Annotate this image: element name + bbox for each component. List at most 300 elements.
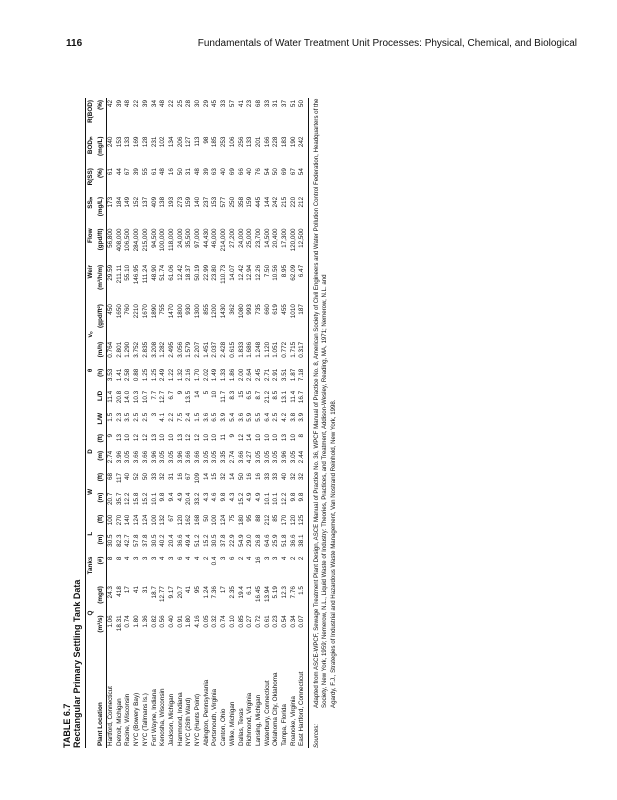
table-cell: 2.91 [272, 368, 280, 382]
table-cell: 185 [211, 136, 219, 148]
table-cell: 2.495 [167, 341, 175, 358]
table-cell: 3.752 [133, 341, 141, 358]
table-cell: 100 [211, 514, 219, 526]
table-cell: 1.686 [246, 341, 254, 358]
table-cell: 4 [185, 556, 193, 561]
table-cell: 2.64 [246, 368, 254, 382]
table-cell: 52 [133, 472, 141, 480]
table-cell: 4.16 [194, 615, 202, 628]
table-cell: 5.4 [228, 412, 236, 422]
table-cell: 10 [263, 434, 271, 442]
table-cell: 39 [202, 168, 210, 176]
table-cell: 12.2 [281, 492, 289, 505]
table-cell: 2.5 [141, 412, 149, 422]
table-cell: 190 [289, 136, 297, 148]
table-cell: 2.835 [141, 341, 149, 358]
table-cell: 26.8 [254, 534, 262, 547]
table-cell: 61 [150, 168, 158, 176]
table-cell: 30 [194, 100, 202, 108]
table-cell: 29 [202, 100, 210, 108]
table-cell: 67 [167, 514, 175, 522]
table-cell: 67 [185, 472, 193, 480]
header-ss-in: SSᵢₙ [86, 195, 97, 227]
table-cell: 3.96 [176, 450, 184, 464]
table-cell: 3.05 [202, 450, 210, 464]
table-cell: 7.5 [176, 412, 184, 422]
table-cell: 5.9 [246, 412, 254, 422]
table-cell: 3 [220, 556, 228, 561]
table-cell: 2.49 [159, 368, 167, 382]
table-cell: 1.282 [159, 341, 167, 358]
table-cell: 1.120 [263, 341, 271, 358]
table-cell: 7.7 [150, 390, 158, 400]
table-cell: 54.9 [237, 534, 245, 547]
column-header: (h) [96, 367, 107, 389]
table-cell: 13 [150, 434, 158, 442]
table-cell: 4.2 [281, 412, 289, 422]
table-cell: 3.51 [281, 368, 289, 382]
table-cell: 162 [185, 514, 193, 526]
table-row [133, 98, 142, 748]
table-cell: 418 [115, 586, 123, 597]
table-cell: 4.27 [246, 450, 254, 464]
table-cell: 15.8 [133, 492, 141, 505]
table-cell: 1.25 [141, 368, 149, 382]
plant-location-cell: Lansing, Michigan [254, 694, 262, 746]
table-cell: 8.5 [272, 390, 280, 400]
table-cell: 2.74 [107, 450, 114, 464]
table-cell: 30.5 [107, 534, 114, 547]
table-cell: 31 [272, 100, 280, 108]
table-cell: 3.208 [150, 341, 158, 358]
table-cell: 138 [159, 196, 167, 208]
table-cell: 5 [202, 390, 210, 395]
column-header: (m³/s) [96, 613, 107, 642]
table-cell: 0.74 [124, 615, 132, 628]
table-cell: 15.2 [202, 534, 210, 547]
table-cell: 11.4 [289, 390, 297, 403]
table-cell: 5.19 [272, 586, 280, 599]
table-cell: 48 [124, 100, 132, 108]
table-cell: 41 [237, 100, 245, 108]
table-row [264, 98, 273, 748]
table-cell: 2.02 [202, 368, 210, 382]
table-cell: 237 [202, 196, 210, 208]
plant-location-cell: NYC (26th Ward) [185, 697, 193, 746]
table-cell: 12,500 [298, 226, 308, 262]
table-cell: 10 [211, 434, 219, 442]
header-r-ss: R(SS) [86, 166, 97, 195]
table-cell: 0.61 [263, 615, 271, 628]
table-cell: 16 [254, 556, 262, 564]
column-header: (%) [96, 166, 107, 195]
table-cell: 6.1 [246, 586, 254, 595]
table-cell: 51.74 [159, 264, 167, 281]
table-cell: 50.19 [194, 264, 202, 281]
table-cell: 242 [298, 135, 308, 167]
table-cell: 63 [211, 168, 219, 176]
table-cell: 1200 [211, 304, 219, 319]
table-cell: 21.2 [263, 390, 271, 404]
table-cell: 3.66 [237, 450, 245, 464]
table-cell: 118,000 [167, 228, 175, 251]
sources-line: Agardy, F.J., Strategies of Industrial and Hazardous Waste Management, Van Nostrand Reinhold, New York, 1998. [329, 399, 337, 708]
table-row [168, 98, 177, 748]
table-cell: 100 [107, 514, 114, 526]
table-cell: 132 [159, 514, 167, 526]
table-cell: 30.5 [211, 534, 219, 547]
table-cell: 46,000 [211, 228, 219, 248]
table-cell: 660 [263, 304, 271, 315]
table-cell: 32 [298, 471, 308, 491]
table-cell: 22 [133, 100, 141, 108]
header-length: L [86, 513, 97, 555]
table-cell: 10.1 [150, 492, 158, 505]
table-cell: 0.10 [228, 615, 236, 628]
plant-location-cell: Tampa, Florida [281, 704, 289, 746]
table-cell: 15.2 [141, 492, 149, 505]
table-cell: 4.9 [254, 492, 262, 502]
plant-location-cell: Kenosha, Wisconsin [159, 688, 167, 746]
table-cell: 34 [150, 100, 158, 108]
table-cell: 16 [246, 472, 254, 480]
table-cell: 20.4 [185, 492, 193, 505]
table-cell: 2 [289, 556, 297, 561]
table-cell: 50 [272, 168, 280, 176]
column-header: (mg/L) [96, 135, 107, 167]
table-cell: 50 [176, 168, 184, 176]
table-cell: 273 [176, 196, 184, 208]
table-cell: 127 [185, 136, 193, 148]
table-cell: 3.05 [263, 450, 271, 464]
table-cell: 111.24 [141, 264, 149, 284]
table-cell: 5.5 [254, 412, 262, 422]
table-cell: 36.6 [289, 534, 297, 547]
table-cell: 75 [228, 514, 236, 522]
table-row [142, 98, 151, 748]
table-cell: 1080 [237, 304, 245, 319]
table-cell: 12.77 [159, 586, 167, 602]
table-cell: 3.66 [141, 450, 149, 464]
table-row [290, 98, 299, 748]
header-r-bod: R(BOD) [86, 98, 97, 135]
table-cell: 735 [254, 304, 262, 315]
table-cell: 0.772 [281, 341, 289, 358]
table-cell: 82.3 [115, 534, 123, 547]
table-cell: 50 [141, 472, 149, 480]
table-cell: 0.317 [298, 340, 308, 367]
table-cell: 409 [150, 196, 158, 208]
table-cell: 9 [176, 390, 184, 395]
table-cell: 16 [254, 472, 262, 480]
plant-location-cell: East Hartford, Connecticut [298, 642, 308, 748]
table-cell: 14.0 [124, 390, 132, 404]
table-cell: 10 [289, 434, 297, 442]
table-cell: 12 [237, 434, 245, 442]
table-cell: 408,000 [115, 228, 123, 252]
table-cell: 94,500 [150, 228, 158, 248]
table-cell: 62.09 [289, 264, 297, 281]
table-cell: 2.801 [115, 341, 123, 358]
table-cell: 0.27 [246, 615, 254, 628]
table-cell: 16 [176, 472, 184, 480]
table-cell: 10.7 [141, 390, 149, 404]
table-cell: 128 [141, 136, 149, 148]
table-cell: 1.80 [185, 615, 193, 628]
table-cell: 2.207 [194, 341, 202, 358]
table-cell: 2.00 [237, 368, 245, 382]
table-cell: 173 [107, 196, 114, 208]
table-cell: 3 [272, 556, 280, 561]
table-cell: 1.86 [228, 368, 236, 382]
table-cell: 0.40 [167, 615, 175, 628]
table-cell: 10.1 [272, 492, 280, 505]
table-cell: 2210 [133, 304, 141, 319]
table-cell: 20,400 [272, 228, 280, 248]
column-header: (m) [96, 449, 107, 471]
table-cell: 9.17 [167, 586, 175, 599]
table-cell: 18.37 [185, 264, 193, 281]
plant-location-cell: Canton, Ohio [220, 708, 228, 746]
table-cell: 760 [124, 304, 132, 315]
table-cell: 10 [167, 434, 175, 442]
table-cell: 1.833 [237, 341, 245, 358]
table-cell: 284,000 [133, 228, 141, 252]
table-cell: 250 [228, 196, 236, 208]
table-cell: 106,500 [124, 228, 132, 252]
table-cell: 69 [228, 168, 236, 176]
table-cell: 133 [246, 136, 254, 148]
table-cell: 24,000 [237, 228, 245, 248]
settling-tank-table [85, 98, 309, 748]
table-cell: 445 [254, 196, 262, 208]
table-cell: 10 [124, 434, 132, 442]
header-vo: vₒ [86, 302, 97, 367]
table-cell: 117 [115, 472, 123, 484]
table-cell: 69 [281, 168, 289, 176]
table-row [272, 98, 281, 748]
table-cell: 32 [220, 472, 228, 480]
table-cell: 11.7 [220, 390, 228, 403]
table-cell: 20.7 [107, 492, 114, 505]
table-cell: 102 [159, 136, 167, 148]
table-cell: 231 [150, 136, 158, 148]
table-cell: 4 [159, 556, 167, 561]
table-cell: 23,700 [254, 228, 262, 248]
table-cell: 0.615 [228, 341, 236, 358]
table-cell: 183 [281, 136, 289, 148]
table-cell: 19.4 [237, 586, 245, 599]
table-cell: 56,800 [107, 228, 114, 248]
plant-location-cell: NYC (Bowery Bay) [133, 692, 141, 746]
table-cell: 0.4 [211, 556, 219, 566]
table-cell: 11.4 [107, 390, 114, 403]
table-cell: 7.36 [211, 586, 219, 599]
table-row [116, 98, 125, 748]
table-cell: 68 [254, 100, 262, 108]
table-cell: 50 [202, 514, 210, 522]
table-cell: 33 [263, 100, 271, 108]
table-cell: 25.9 [272, 534, 280, 547]
column-header: (gpd/ft) [96, 226, 107, 262]
table-cell: 137 [141, 196, 149, 208]
page-number: 116 [66, 38, 83, 49]
column-header: (ft) [96, 471, 107, 491]
table-cell: 8.95 [281, 264, 289, 278]
column-header: (m/h) [96, 340, 107, 367]
table-cell: 2.58 [124, 368, 132, 382]
table-cell: 153 [211, 196, 219, 208]
table-cell: 40 [220, 168, 228, 176]
table-cell: 2.45 [254, 368, 262, 382]
table-cell: 12.2 [124, 492, 132, 505]
table-cell: 14.07 [228, 264, 236, 281]
table-cell: 133 [124, 136, 132, 148]
table-cell: 16.45 [254, 586, 262, 602]
table-cell: 9.8 [220, 492, 228, 502]
table-cell: 2 [298, 555, 308, 585]
table-unit-header-row [96, 98, 107, 748]
table-cell: 1430 [220, 304, 228, 319]
table-cell: 16.7 [298, 389, 308, 411]
table-cell: 0.32 [211, 615, 219, 628]
table-cell: 1.32 [176, 368, 184, 382]
table-cell: 220 [289, 196, 297, 208]
header-q: Q [86, 584, 97, 642]
table-cell: 930 [185, 304, 193, 315]
table-cell: 38.1 [298, 532, 308, 554]
table-cell: 30.5 [150, 534, 158, 547]
table-cell: 152 [133, 196, 141, 208]
table-cell: 22.99 [202, 264, 210, 281]
table-cell: 577 [220, 196, 228, 208]
table-cell: 124 [220, 514, 228, 526]
table-cell: 0.23 [272, 615, 280, 628]
table-cell: 40 [246, 168, 254, 176]
table-cell: 134 [167, 136, 175, 148]
table-cell: 37 [281, 100, 289, 108]
table-cell: 1.87 [289, 368, 297, 382]
table-cell: 10 [211, 390, 219, 398]
table-cell: 22 [167, 100, 175, 108]
table-cell: 3 [263, 556, 271, 561]
table-cell: 17,300 [281, 228, 289, 248]
plant-location-cell: NYC (Tallmans Is.) [141, 693, 149, 746]
table-cell: 3 [133, 556, 141, 561]
table-cell: 168 [194, 514, 202, 526]
table-cell: 66 [237, 168, 245, 176]
table-cell: 3.05 [289, 450, 297, 464]
table-cell: 1.41 [115, 368, 123, 382]
table-cell: 169 [133, 136, 141, 148]
table-cell: 3.05 [124, 450, 132, 464]
plant-location-cell: Waterbury, Connecticut [263, 680, 271, 746]
table-cell: 20.4 [167, 534, 175, 547]
table-cell: 166 [263, 136, 271, 148]
table-cell: 120,000 [289, 228, 297, 252]
table-cell: 39 [141, 100, 149, 108]
table-cell: 2 [237, 556, 245, 561]
table-cell: 2.71 [263, 368, 271, 382]
table-cell: 24,000 [176, 228, 184, 248]
table-cell: 13 [115, 434, 123, 442]
table-cell: 120 [176, 514, 184, 526]
table-cell: 450 [107, 304, 114, 315]
table-cell: 40.2 [159, 534, 167, 547]
table-cell: 12.42 [237, 264, 245, 281]
table-cell: 358 [237, 196, 245, 208]
table-cell: 51.8 [281, 534, 289, 547]
table-cell: 15 [211, 472, 219, 480]
table-cell: 212 [263, 514, 271, 526]
table-cell: 0.05 [202, 615, 210, 628]
table-cell: 1.290 [124, 341, 132, 358]
table-cell: 2.3 [115, 412, 123, 422]
table-cell: 13 [176, 434, 184, 442]
table-cell: 9 [107, 434, 114, 438]
table-cell: 48.90 [150, 264, 158, 281]
table-cell: 9.8 [289, 492, 297, 502]
table-cell: 153 [115, 136, 123, 148]
table-cell: 7.76 [289, 586, 297, 599]
table-cell: 109 [194, 472, 202, 484]
table-cell: 3.96 [115, 450, 123, 464]
table-cell: 3.6 [202, 412, 210, 422]
plant-location-cell: Roanoke, Virginia [289, 696, 297, 746]
table-cell: 97,000 [194, 228, 202, 248]
table-cell: 0.34 [289, 615, 297, 628]
table-cell: 256 [237, 136, 245, 148]
table-row [246, 98, 255, 748]
table-cell: 23.80 [211, 264, 219, 281]
table-cell: 3 [150, 412, 158, 417]
table-cell: 619 [272, 304, 280, 315]
table-cell: 1.25 [150, 368, 158, 382]
table-cell: 10.3 [133, 390, 141, 404]
table-cell: 3.66 [133, 450, 141, 464]
table-cell: 61 [107, 168, 114, 176]
column-header: (ft) [96, 432, 107, 449]
table-cell: 3.9 [220, 412, 228, 422]
table-cell: 36.6 [176, 534, 184, 547]
table-cell: 10 [202, 434, 210, 442]
header-depth: D [86, 432, 97, 471]
table-cell: 39 [115, 100, 123, 108]
table-cell: 100,000 [159, 228, 167, 252]
table-cell: 57 [228, 100, 236, 108]
table-cell: 8 [107, 556, 114, 561]
header-theta: θ [86, 367, 97, 389]
table-cell: 100 [150, 514, 158, 526]
table-cell: 28 [185, 100, 193, 108]
table-cell: 95 [194, 586, 202, 594]
table-cell: 35.7 [115, 492, 123, 505]
table-cell: 13 [281, 434, 289, 442]
table-cell: 11 [220, 434, 228, 441]
plant-location-cell: Detroit, Michigan [115, 698, 123, 746]
table-cell: 14,500 [263, 228, 271, 248]
table-cell: 187 [298, 302, 308, 340]
table-cell: 0.54 [281, 615, 289, 628]
table-cell: 10 [272, 434, 280, 442]
plant-location-cell: Hartford, Connecticut [107, 686, 114, 746]
column-header: (#) [96, 555, 107, 585]
table-cell: 2.5 [272, 412, 280, 422]
plant-location-cell: Abington, Pennsylvania [202, 679, 210, 746]
table-cell: 253 [220, 136, 228, 148]
table-cell: 41 [185, 586, 193, 594]
column-header: (gpd/ft²) [96, 302, 107, 340]
